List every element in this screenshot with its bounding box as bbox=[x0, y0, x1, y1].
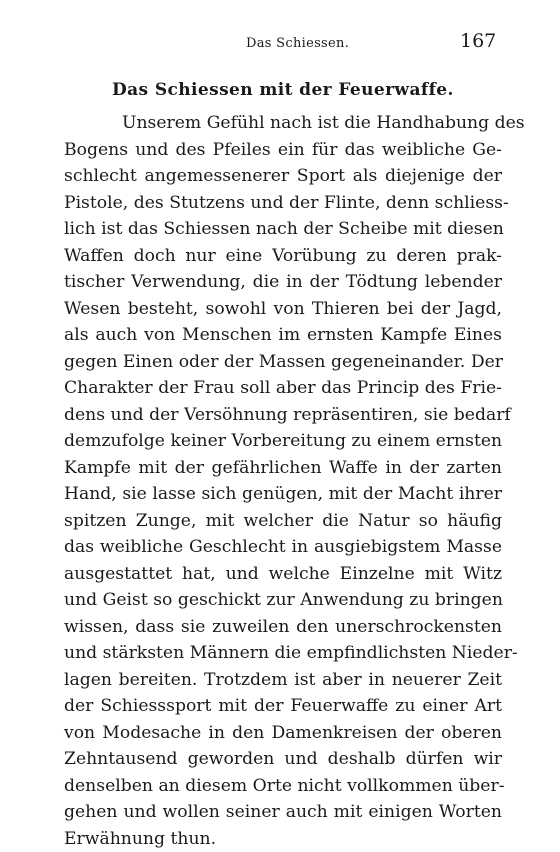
text-line: Unserem Gefühl nach ist die Handhabung des bbox=[64, 110, 502, 137]
text-line: und Geist so geschickt zur Anwendung zu bringen bbox=[64, 587, 502, 614]
text-line: lich ist das Schiessen nach der Scheibe mit diesen bbox=[64, 216, 502, 243]
text-line: Pistole, des Stutzens und der Flinte, denn schliess- bbox=[64, 190, 502, 217]
text-line: von Modesache in den Damenkreisen der oberen bbox=[64, 720, 502, 747]
text-line: gegen Einen oder der Massen gegeneinander. Der bbox=[64, 349, 502, 376]
text-line: Waffen doch nur eine Vorübung zu deren prak- bbox=[64, 243, 502, 270]
text-line: tischer Verwendung, die in der Tödtung lebender bbox=[64, 269, 502, 296]
text-line: Zehntausend geworden und deshalb dürfen wir bbox=[64, 746, 502, 773]
text-line: gehen und wollen seiner auch mit einigen Worten bbox=[64, 799, 502, 826]
page-number: 167 bbox=[460, 30, 496, 52]
text-line: demzufolge keiner Vorbereitung zu einem ernsten bbox=[64, 428, 502, 455]
text-line: wissen, dass sie zuweilen den unerschrockensten bbox=[64, 614, 502, 641]
section-title: Das Schiessen mit der Feuerwaffe. bbox=[112, 80, 454, 100]
text-line: lagen bereiten. Trotzdem ist aber in neuerer Zeit bbox=[64, 667, 502, 694]
text-line: spitzen Zunge, mit welcher die Natur so häufig bbox=[64, 508, 502, 535]
text-line: ausgestattet hat, und welche Einzelne mit Witz bbox=[64, 561, 502, 588]
text-line: als auch von Menschen im ernsten Kampfe Eines bbox=[64, 322, 502, 349]
text-line: Wesen besteht, sowohl von Thieren bei der Jagd, bbox=[64, 296, 502, 323]
text-line: Erwähnung thun. bbox=[64, 826, 502, 852]
text-line: Bogens und des Pfeiles ein für das weibliche Ge- bbox=[64, 137, 502, 164]
text-line: Kampfe mit der gefährlichen Waffe in der zarten bbox=[64, 455, 502, 482]
text-line: schlecht angemessenerer Sport als diejenige der bbox=[64, 163, 502, 190]
text-line: dens und der Versöhnung repräsentiren, sie bedarf bbox=[64, 402, 502, 429]
body-text bbox=[64, 110, 502, 852]
running-head: Das Schiessen. bbox=[246, 36, 349, 51]
text-line: denselben an diesem Orte nicht vollkommen über- bbox=[64, 773, 502, 800]
text-line: und stärksten Männern die empfindlichsten Nieder- bbox=[64, 640, 502, 667]
text-line: Charakter der Frau soll aber das Princip des Frie- bbox=[64, 375, 502, 402]
text-line: das weibliche Geschlecht in ausgiebigstem Masse bbox=[64, 534, 502, 561]
text-line: der Schiesssport mit der Feuerwaffe zu einer Art bbox=[64, 693, 502, 720]
text-line: Hand, sie lasse sich genügen, mit der Macht ihrer bbox=[64, 481, 502, 508]
